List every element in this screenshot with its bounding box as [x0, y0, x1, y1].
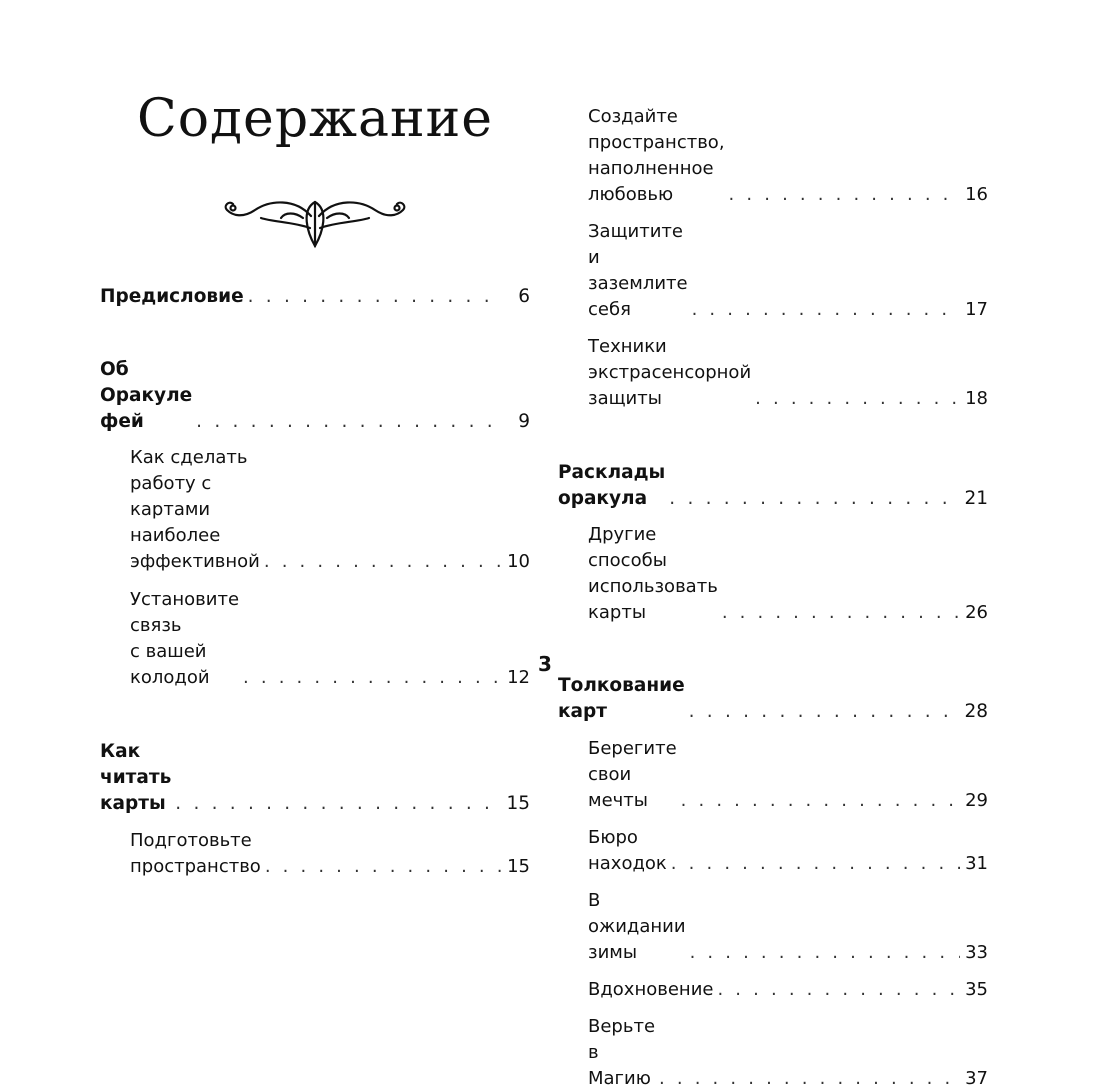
toc-entry-label-line: с вашей колодой — [130, 641, 210, 688]
toc-page-number: 17 — [965, 299, 988, 320]
toc-leader-dots — [729, 182, 960, 208]
toc-entry-label-line: Как сделать работу с картами — [130, 447, 248, 520]
toc-entry-label: Бюро находок — [588, 827, 667, 874]
toc-entry-card-meanings[interactable] — [558, 673, 988, 725]
toc-entry-label: Защитите и заземлите себя — [588, 221, 688, 320]
toc-page-number: 37 — [965, 1068, 988, 1089]
toc-leader-dots — [265, 854, 502, 880]
toc-entry-label-line: наполненное любовью — [588, 158, 714, 205]
toc-leader-dots — [690, 940, 960, 966]
toc-entry-lost-found[interactable] — [558, 825, 988, 877]
toc-leader-dots — [692, 297, 960, 323]
toc-leader-dots — [689, 699, 960, 725]
toc-entry-label: Как читать карты — [100, 741, 172, 814]
toc-page-number: 15 — [507, 856, 530, 877]
toc-page-number: 9 — [518, 411, 530, 432]
toc-entry-label-line: Другие способы — [588, 524, 667, 571]
toc-page-number: 15 — [506, 793, 530, 814]
toc-page-number: 6 — [518, 286, 530, 307]
toc-leader-dots — [722, 600, 960, 626]
toc-page-number: 33 — [965, 942, 988, 963]
toc-entry-label-line: использовать карты — [588, 576, 718, 623]
toc-leader-dots — [196, 409, 502, 435]
flourish-ornament-icon — [215, 188, 415, 252]
toc-entry-effective-work[interactable] — [100, 445, 530, 575]
toc-page-number: 18 — [965, 388, 988, 409]
toc-entry-other-uses[interactable] — [558, 522, 988, 626]
toc-entry-label-line: Установите связь — [130, 589, 240, 636]
toc-page-number: 29 — [965, 790, 988, 811]
toc-entry-label: В ожидании зимы — [588, 890, 686, 963]
page-title: Содержание — [136, 89, 494, 149]
toc-entry-label: Толкование карт — [558, 675, 685, 722]
toc-right-column — [558, 100, 988, 1092]
toc-entry-label: Предисловие — [100, 286, 244, 307]
toc-entry-protect-ground[interactable] — [558, 219, 988, 323]
toc-leader-dots — [671, 851, 960, 877]
toc-page-number: 28 — [964, 701, 988, 722]
toc-page-number: 16 — [965, 184, 988, 205]
toc-leader-dots — [669, 486, 960, 512]
toc-entry-label: Техники экстрасенсорной защиты — [588, 336, 752, 409]
toc-leader-dots — [264, 549, 502, 575]
toc-entry-oracle-spreads[interactable] — [558, 460, 988, 512]
toc-leader-dots — [659, 1066, 960, 1092]
toc-entry-label: Об Оракуле фей — [100, 359, 193, 432]
toc-leader-dots — [681, 788, 960, 814]
toc-entry-believe-magic[interactable] — [558, 1014, 988, 1092]
toc-page-number: 35 — [965, 979, 988, 1000]
toc-leader-dots — [248, 284, 502, 310]
toc-entry-inspiration[interactable] — [558, 977, 988, 1003]
toc-entry-about-oracle[interactable] — [100, 357, 530, 435]
toc-entry-label-line: наиболее эффективной — [130, 525, 260, 572]
toc-page-number: 21 — [964, 488, 988, 509]
toc-leader-dots — [175, 791, 502, 817]
page-number: 3 — [538, 652, 552, 676]
toc-entry-foreword[interactable] — [100, 284, 530, 310]
toc-entry-label: Подготовьте пространство — [130, 830, 261, 877]
toc-leader-dots — [243, 665, 502, 691]
toc-entry-prepare-space[interactable] — [100, 828, 530, 880]
toc-entry-how-to-read[interactable] — [100, 739, 530, 817]
toc-entry-label: Берегите свои мечты — [588, 738, 677, 811]
toc-entry-connect-deck[interactable] — [100, 587, 530, 691]
toc-entry-label: Вдохновение — [588, 979, 714, 1000]
toc-leader-dots — [717, 977, 960, 1003]
toc-page-number: 12 — [507, 667, 530, 688]
toc-entry-label-line: Создайте пространство, — [588, 106, 725, 153]
toc-entry-label: Расклады оракула — [558, 462, 666, 509]
toc-entry-love-space[interactable] — [558, 104, 988, 208]
toc-page-number: 10 — [507, 551, 530, 572]
toc-entry-awaiting-winter[interactable] — [558, 888, 988, 966]
toc-entry-label: Верьте в Магию — [588, 1016, 656, 1089]
toc-page-number: 26 — [965, 602, 988, 623]
toc-entry-psychic-protection[interactable] — [558, 334, 988, 412]
toc-leader-dots — [755, 386, 960, 412]
toc-entry-guard-dreams[interactable] — [558, 736, 988, 814]
toc-page-number: 31 — [965, 853, 988, 874]
toc-left-column — [100, 284, 530, 880]
